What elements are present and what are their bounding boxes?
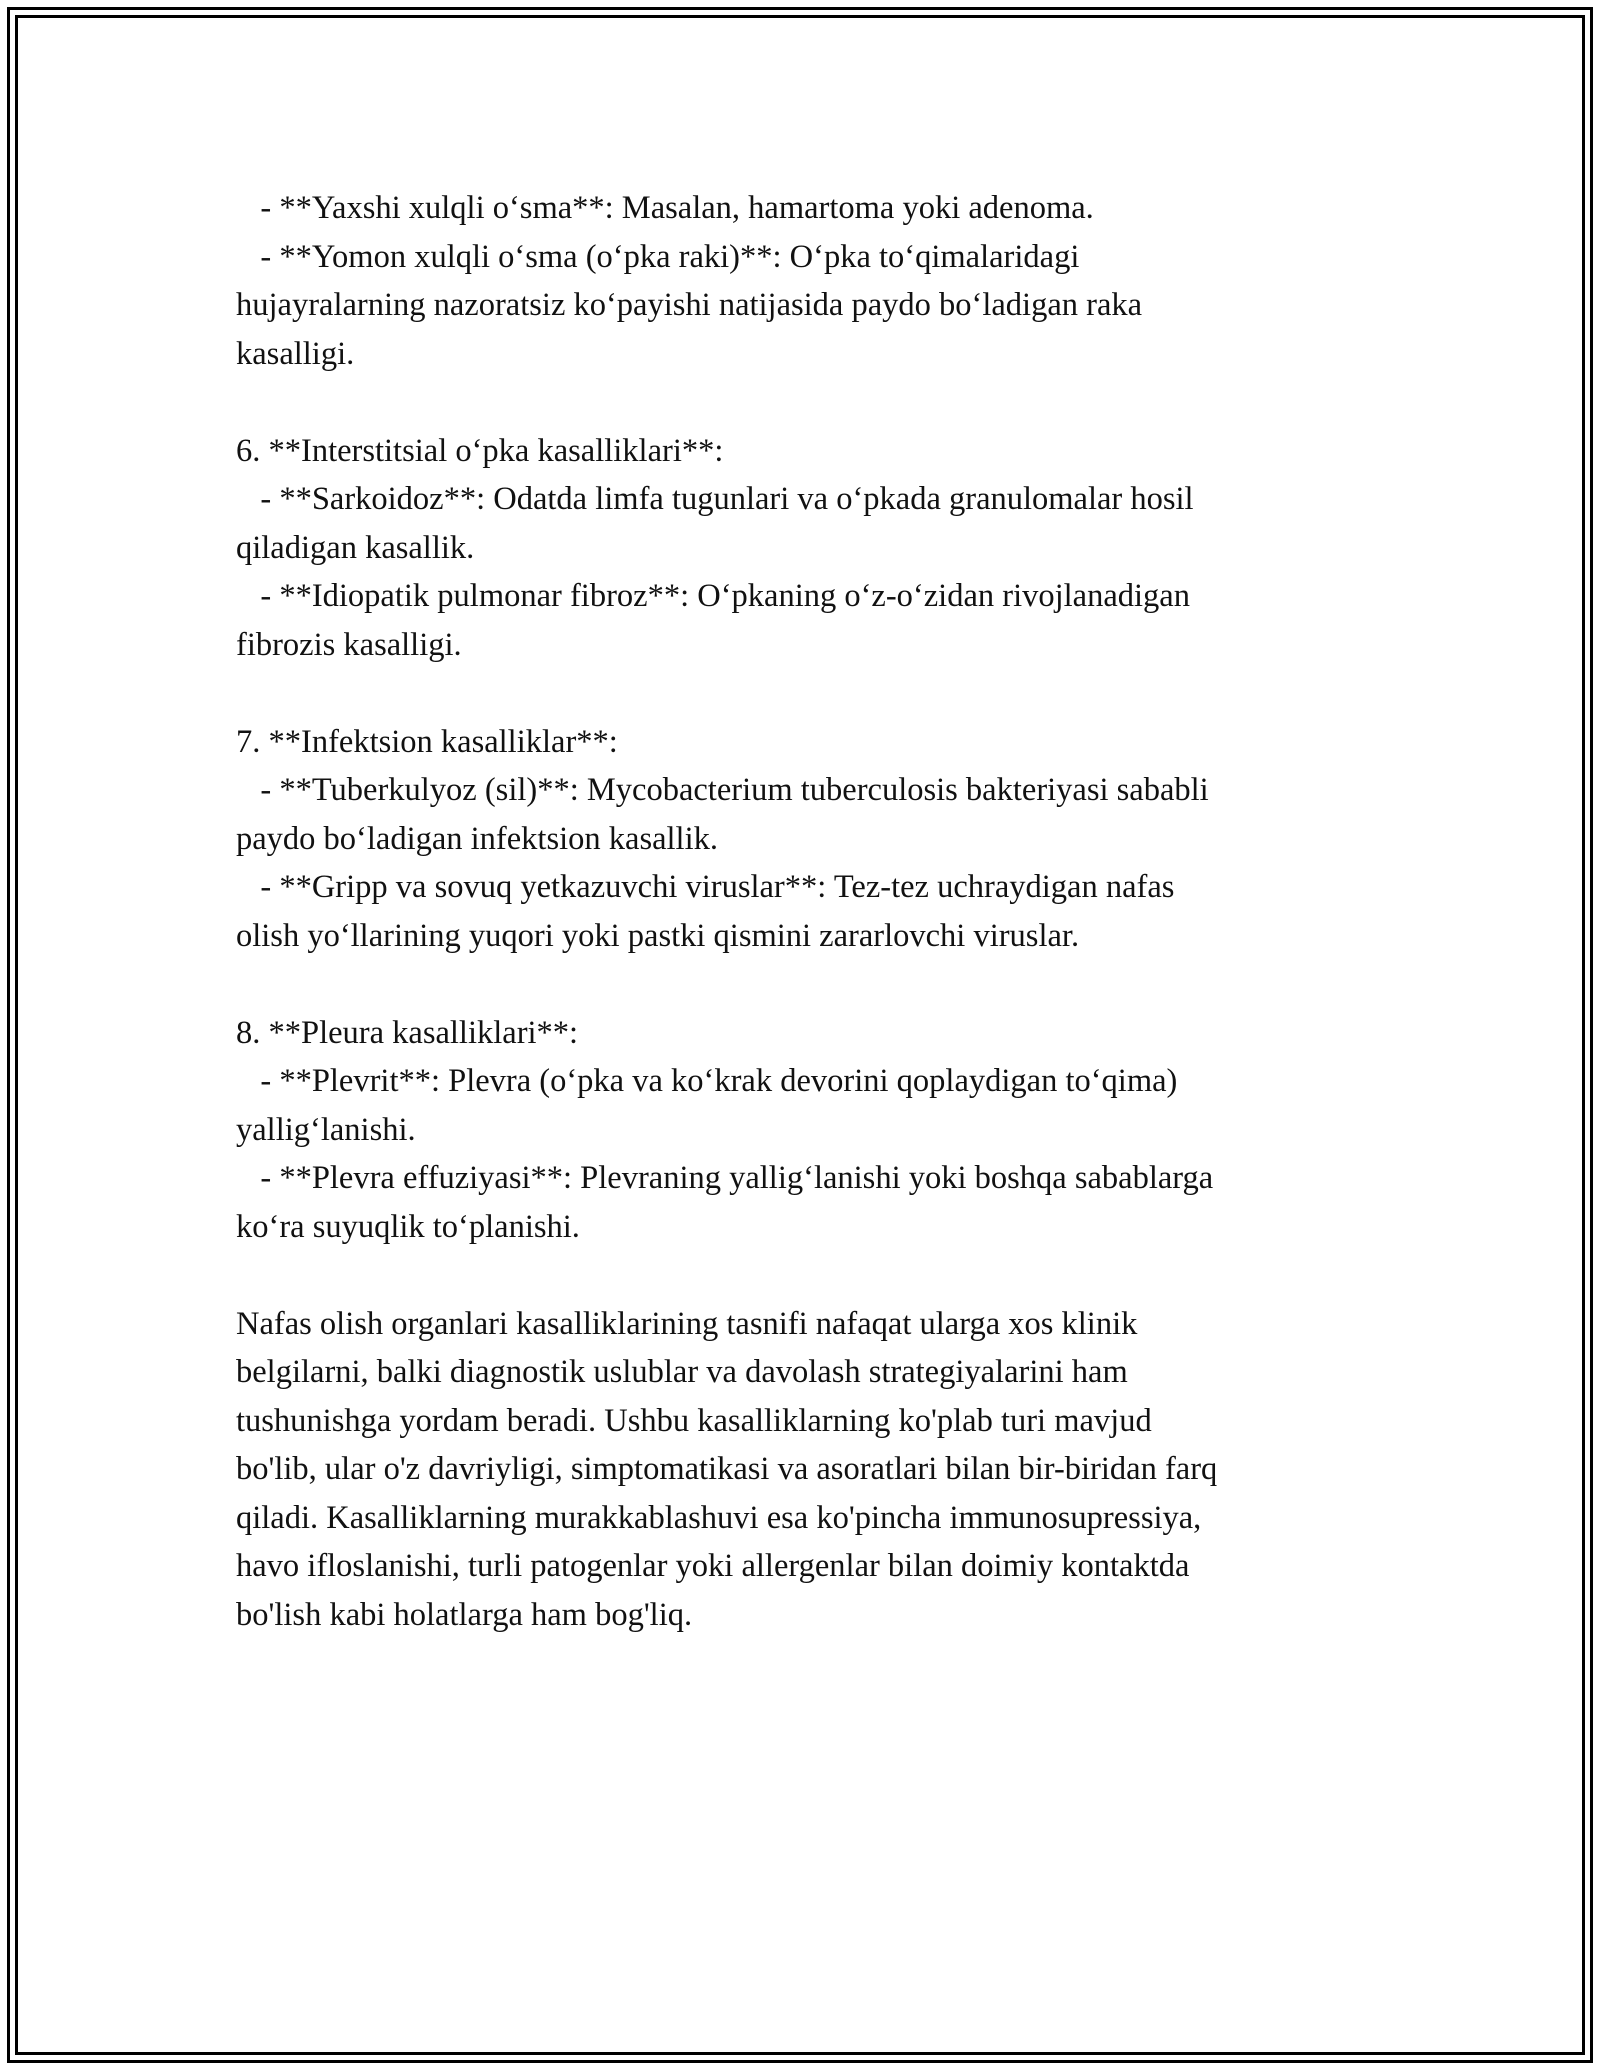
- section-heading: 6. **Interstitsial o‘pka kasalliklari**:: [236, 432, 724, 469]
- paragraph-line: qiladi. Kasalliklarning murakkablashuvi esa ko'pincha immunosupressiya,: [236, 1499, 1202, 1536]
- text-line: - **Tuberkulyoz (sil)**: Mycobacterium tuberculosis bakteriyasi sababli: [236, 772, 1209, 808]
- text-line: - **Sarkoidoz**: Odatda limfa tugunlari va o‘pkada granulomalar hosil: [236, 481, 1194, 517]
- text-line: qiladigan kasallik.: [236, 529, 475, 566]
- section-heading: 7. **Infektsion kasalliklar**:: [236, 723, 618, 760]
- text-line: kasalligi.: [236, 335, 355, 372]
- text-line: - **Gripp va sovuq yetkazuvchi viruslar**: Tez-tez uchraydigan nafas: [236, 869, 1175, 905]
- text-line: paydo bo‘ladigan infektsion kasallik.: [236, 820, 718, 857]
- text-line: - **Plevrit**: Plevra (o‘pka va ko‘krak devorini qoplaydigan to‘qima): [236, 1063, 1178, 1099]
- blank-line: [236, 1251, 1376, 1300]
- paragraph-line: bo'lib, ular o'z davriyligi, simptomatikasi va asoratlari bilan bir-biridan farq: [236, 1451, 1218, 1487]
- paragraph-line: havo ifloslanishi, turli patogenlar yoki allergenlar bilan doimiy kontaktda: [236, 1548, 1190, 1584]
- text-line: fibrozis kasalligi.: [236, 626, 462, 663]
- text-line: hujayralarning nazoratsiz ko‘payishi natijasida paydo bo‘ladigan raka: [236, 287, 1143, 323]
- document-body: [236, 184, 1376, 1639]
- section-heading: 8. **Pleura kasalliklari**:: [236, 1014, 579, 1051]
- blank-line: [236, 669, 1376, 718]
- paragraph-line: tushunishga yordam beradi. Ushbu kasalliklarning ko'plab turi mavjud: [236, 1402, 1152, 1439]
- text-line: - **Plevra effuziyasi**: Plevraning yallig‘lanishi yoki boshqa sabablarga: [236, 1160, 1214, 1196]
- paragraph-line: belgilarni, balki diagnostik uslublar va davolash strategiyalarini ham: [236, 1354, 1128, 1390]
- blank-line: [236, 960, 1376, 1009]
- text-line: ko‘ra suyuqlik to‘planishi.: [236, 1208, 580, 1245]
- text-line: yallig‘lanishi.: [236, 1111, 416, 1148]
- paragraph-line: Nafas olish organlari kasalliklarining tasnifi nafaqat ularga xos klinik: [236, 1305, 1138, 1342]
- paragraph-line: bo'lish kabi holatlarga ham bog'liq.: [236, 1596, 693, 1633]
- text-line: - **Idiopatik pulmonar fibroz**: O‘pkaning o‘z-o‘zidan rivojlanadigan: [236, 578, 1190, 614]
- blank-line: [236, 378, 1376, 427]
- text-line: - **Yaxshi xulqli o‘sma**: Masalan, hamartoma yoki adenoma.: [236, 190, 1094, 226]
- text-line: olish yo‘llarining yuqori yoki pastki qismini zararlovchi viruslar.: [236, 917, 1080, 954]
- text-line: - **Yomon xulqli o‘sma (o‘pka raki)**: O‘pka to‘qimalaridagi: [236, 238, 1080, 275]
